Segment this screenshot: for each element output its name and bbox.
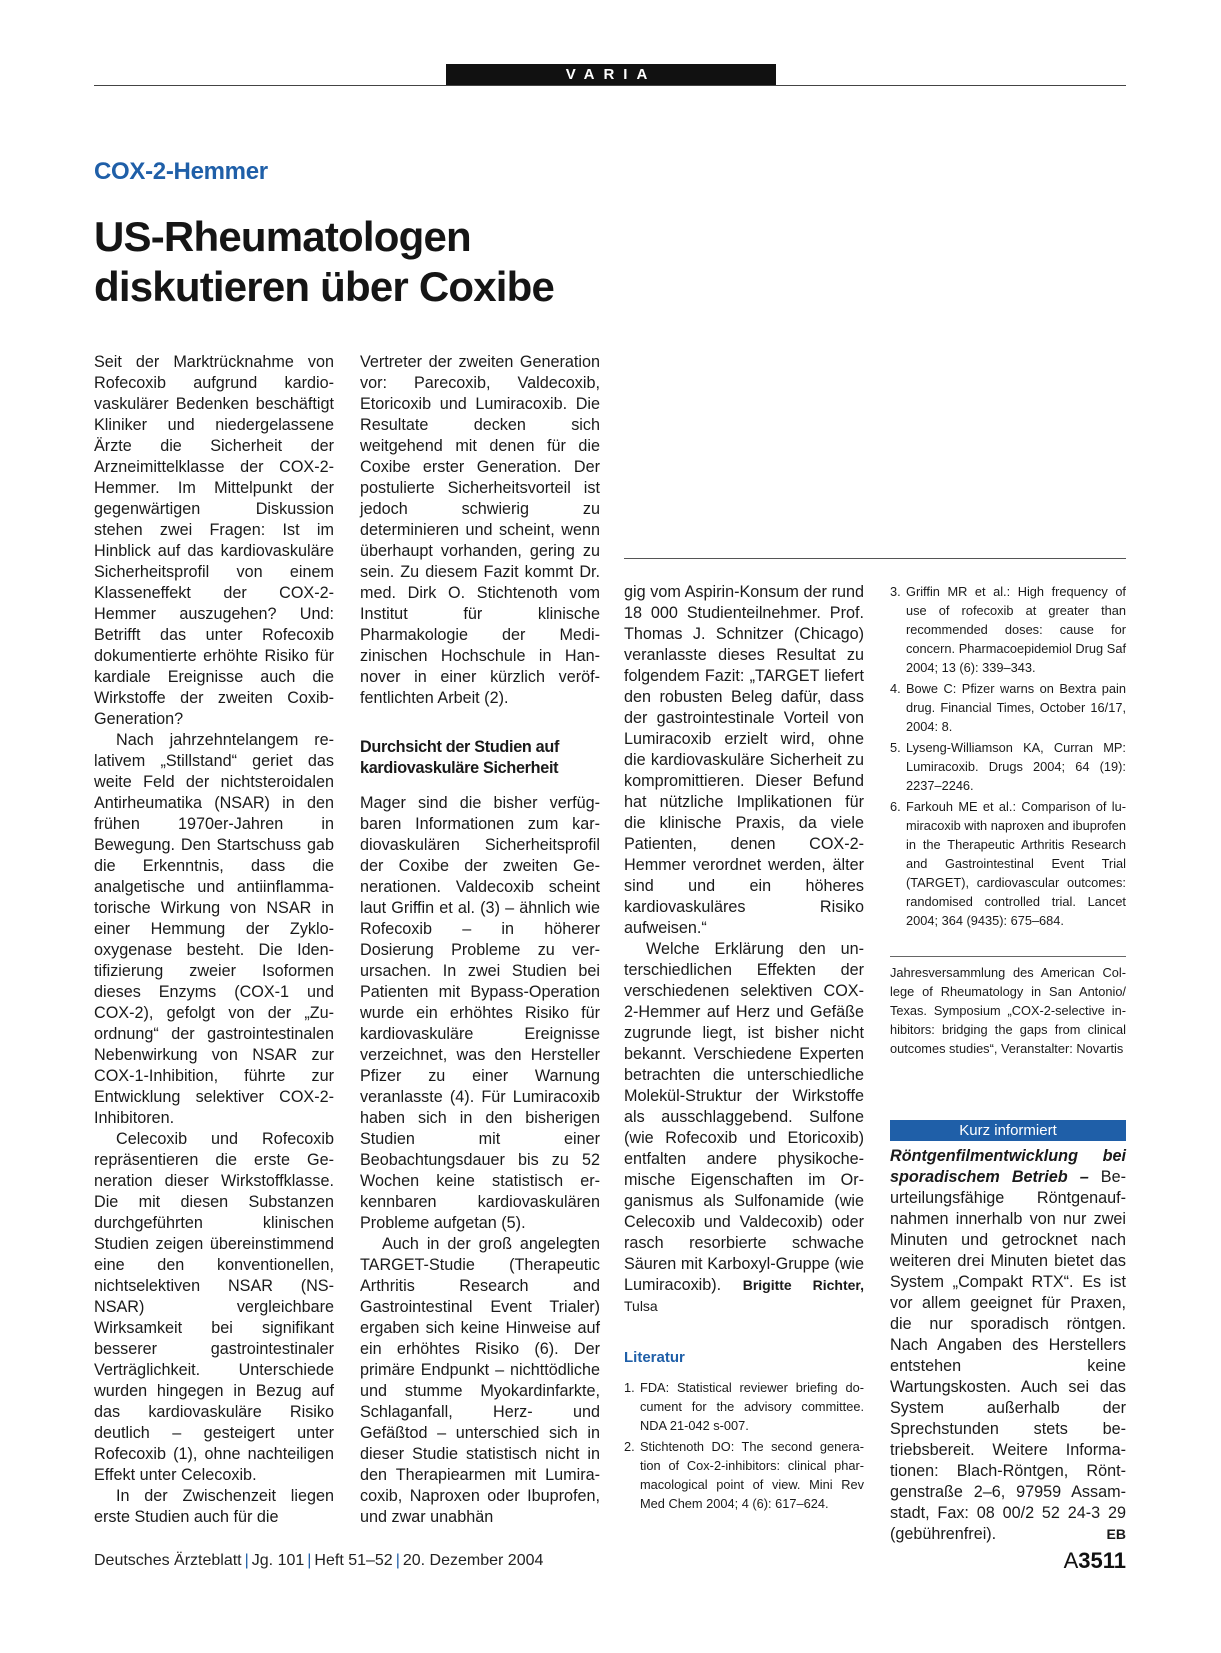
- paragraph: Auch in der groß angelegten TARGET-Studie (Therapeutic Arthritis Research and Gastrointestinal Event Trialer) ergaben sich keine Hinweise auf ein erhöhtes Risiko (6). Der primäre Endpunkt – nichttödliche und stumme Myokardinfarkte, Schlaganfall, Herz- und Gefäßtod – unterschied sich in dieser Studie statistisch nicht in den Therapiearmen mit Lumiracoxib, Naproxen oder Ibuprofen, und zwar unabhän: [360, 1235, 600, 1526]
- author-city: Tulsa: [624, 1298, 658, 1314]
- paragraph: Mager sind die bisher verfügbaren Informationen zum kardiovaskulären Sicherheitsprofil der Coxibe der zweiten Generationen. Valdecoxib scheint laut Griffin et al. (3) – ähnlich wie Rofecoxib – in höherer Dosierung Probleme zu verursachen. In zwei Studien bei Patienten mit Bypass-Operation wurde ein erhöhtes Risiko für kardiovaskuläre Ereignisse verzeichnet, was den Hersteller Pfizer zu einer Warnung veranlasste (4). Für Lumiracoxib haben sich in den bisherigen Studien mit einer Beobachtungsdauer bis zu 52 Wochen keine statistisch erkennbaren kardiovaskulären Probleme aufgetan (5).: [360, 794, 600, 1232]
- reference-item: [890, 797, 1126, 930]
- journal-issue: Heft 51–52: [314, 1552, 393, 1569]
- kurz-informiert-box: [890, 1146, 1126, 1545]
- text-column-4: [890, 582, 1126, 932]
- reference-item: [890, 738, 1126, 795]
- reference-text: Bowe C: Pfizer warns on Bextra pain drug. Financial Times, October 16/17, 2004: 8.: [906, 681, 1126, 734]
- reference-text: Farkouh ME et al.: Comparison of lumiracoxib with naproxen and ibuprofen in the Therapeutic Arthritis Research and Gastrointestinal Event Trial (TARGET), cardiovascular outcomes: randomised controlled trial. Lancet 2004; 364 (9435): 675–684.: [906, 799, 1126, 928]
- paragraph: Seit der Marktrücknahme von Rofecoxib aufgrund kardiovaskulärer Bedenken beschäftigt Kliniker und niedergelassene Ärzte die Sicherheit der Arzneimittelklasse der COX-2-Hemmer. Im Mittelpunkt der gegenwärtigen Diskussion stehen zwei Fragen: Ist im Hinblick auf das kardiovaskuläre Sicherheitsprofil von einem Klasseneffekt der COX-2-Hemmer auszugehen? Und: Betrifft das unter Rofecoxib dokumentierte erhöhte Risiko für kardiale Ereignisse auch die Wirkstoffe der zweiten Coxib-Generation?: [94, 353, 334, 728]
- reference-number: 5.: [890, 740, 901, 755]
- reference-number: 1.: [624, 1380, 635, 1395]
- reference-number: 6.: [890, 799, 901, 814]
- text-column-1: [94, 352, 334, 1528]
- reference-item: [624, 1437, 864, 1513]
- paragraph-text: Welche Erklärung den unterschiedlichen Effekten der verschiedenen selektiven COX-2-Hemmer auf Herz und Gefäße zugrunde liegt, ist bisher nicht bekannt. Verschiedene Experten betrachten die unterschiedliche Molekül-Struktur der Wirkstoffe als ausschlaggebend. Sulfone (wie Rofecoxib und Etoricoxib) entfalten andere physikochemische Eigenschaften im Organismus als Sulfonamide (wie Celecoxib und Valdecoxib) oder rasch resorbierte schwache Säuren mit Karboxyl-Gruppe (wie Lumiracoxib).: [624, 940, 864, 1294]
- footer-separator: |: [395, 1552, 400, 1569]
- reference-list: [624, 1378, 864, 1513]
- reference-item: [890, 582, 1126, 677]
- page-prefix: A: [1063, 1548, 1079, 1573]
- author-name: Brigitte Richter,: [742, 1277, 864, 1293]
- reference-list-continued: [890, 582, 1126, 930]
- paragraph: In der Zwischenzeit liegen erste Studien auch für die: [94, 1487, 334, 1526]
- column-divider-rule: [624, 558, 1126, 559]
- headline-line-1: US-Rheumatologen: [94, 213, 471, 260]
- section-subhead: Durchsicht der Studien auf kardiovaskuläre Sicherheit: [360, 738, 560, 777]
- reference-number: 3.: [890, 584, 901, 599]
- kurz-informiert-label: Kurz informiert: [890, 1120, 1126, 1141]
- page-number: [1064, 1548, 1126, 1574]
- journal-name: Deutsches Ärzteblatt: [94, 1552, 242, 1569]
- article-kicker: COX-2-Hemmer: [94, 158, 268, 185]
- journal-date: 20. Dezember 2004: [402, 1552, 544, 1569]
- reference-number: 2.: [624, 1439, 635, 1454]
- kurz-text: Beurteilungsfähige Röntgenaufnahmen innerhalb von nur zwei Minuten und getrocknet nach weiteren drei Minuten bietet das System „Compakt RTX“. Es ist vor allem geeignet für Praxen, die nur sporadisch röntgen. Nach Angaben des Herstellers entstehen keine Wartungskosten. Auch sei das System außerhalb der Sprechstunden stets betriebsbereit. Weitere Informationen: Blach-Röntgen, Röntgenstraße 2–6, 97959 Assamstadt, Fax: 08 00/2 52 24-3 29 (gebührenfrei).: [890, 1168, 1126, 1543]
- reference-item: [624, 1378, 864, 1435]
- section-label: VARIA: [446, 64, 776, 85]
- text-column-2: [360, 352, 600, 1528]
- page-footer: [94, 1552, 543, 1570]
- paragraph: Celecoxib und Rofecoxib repräsentieren die erste Generation dieser Wirkstoffklasse. Die mit diesen Substanzen durchgeführten klinischen Studien zeigen übereinstimmend eine den konventionellen, nichtselektiven NSAR (NS-NSAR) vergleichbare Wirksamkeit bei signifikant besserer gastrointestinaler Verträglichkeit. Unterschiede wurden hingegen in Bezug auf das kardiovaskuläre Risiko deutlich – gesteigert unter Rofecoxib (1), ohne nachteiligen Effekt unter Celecoxib.: [94, 1130, 334, 1484]
- reference-text: Stichtenoth DO: The second generation of Cox-2-inhibitors: clinical pharmacological point of view. Mini Rev Med Chem 2004; 4 (6): 617–624.: [640, 1439, 864, 1511]
- page-number-value: 3511: [1078, 1548, 1126, 1573]
- event-note: Jahresversammlung des American College of Rheumatology in San Antonio/ Texas. Symposium „COX-2-selective inhibitors: bridging the gaps from clinical outcomes studies“, Veranstalter: Novartis: [890, 956, 1126, 1058]
- reference-text: FDA: Statistical reviewer briefing document for the advisory committee. NDA 21-042 s-007.: [640, 1380, 864, 1433]
- headline-line-2: diskutieren über Coxibe: [94, 263, 555, 310]
- reference-text: Griffin MR et al.: High frequency of use of rofecoxib at greater than recommended doses: cause for concern. Pharmacoepidemiol Drug Saf 2004; 13 (6): 339–343.: [906, 584, 1126, 675]
- article-headline: [94, 212, 794, 312]
- kurz-lead: Röntgenfilmentwicklung bei sporadischem Betrieb –: [890, 1147, 1126, 1186]
- footer-separator: |: [244, 1552, 249, 1569]
- paragraph: [624, 939, 864, 1317]
- kurz-paragraph: [890, 1146, 1126, 1545]
- text-column-3: [624, 582, 864, 1515]
- paragraph: Vertreter der zweiten Generation vor: Parecoxib, Valdecoxib, Etoricoxib und Lumiracoxib. Die Resultate decken sich weitgehend mit denen für die Coxibe erster Generation. Der postulierte Sicherheitsvorteil ist jedoch schwierig zu determinieren und scheint, wenn überhaupt vorhanden, gering zu sein. Zu diesem Fazit kommt Dr. med. Dirk O. Stichtenoth vom Institut für klinische Pharmakologie der Medizinischen Hochschule in Hannover in einer kürzlich veröffentlichten Arbeit (2).: [360, 353, 600, 707]
- paragraph: Nach jahrzehntelangem relativem „Stillstand“ geriet das weite Feld der nichtsteroidalen Antirheumatika (NSAR) in den frühen 1970er-Jahren in Bewegung. Den Startschuss gab die Erkenntnis, dass die analgetische und antiinflammatorische Wirkung von NSAR in einer Hemmung der Zyklooxygenase besteht. Die Identifizierung zweier Isoformen dieses Enzyms (COX-1 und COX-2), gefolgt von der „Zuordnung“ der gastrointestinalen Nebenwirkung von NSAR zur COX-1-Inhibition, führte zur Entwicklung selektiver COX-2-Inhibitoren.: [94, 731, 334, 1127]
- literature-title: Literatur: [624, 1349, 685, 1366]
- kurz-signature: EB: [1106, 1526, 1126, 1542]
- paragraph: gig vom Aspirin-Konsum der rund 18 000 Studienteilnehmer. Prof. Thomas J. Schnitzer (Chicago) veranlasste dieses Resultat zu folgendem Fazit: „TARGET liefert den robusten Beleg dafür, dass der gastrointestinale Vorteil von Lumiracoxib erzielt wird, ohne die kardiovaskuläre Sicherheit zu kompromittieren. Dieser Befund hat nützliche Implikationen für die klinische Praxis, da viele Patienten, denen COX-2-Hemmer verordnet werden, älter sind und ein höheres kardiovaskuläres Risiko aufweisen.“: [624, 583, 864, 937]
- reference-item: [890, 679, 1126, 736]
- footer-separator: |: [307, 1552, 312, 1569]
- journal-volume: Jg. 101: [251, 1552, 305, 1569]
- header-rule: [94, 85, 1126, 86]
- reference-text: Lyseng-Williamson KA, Curran MP: Lumiracoxib. Drugs 2004; 64 (19): 2237–2246.: [906, 740, 1126, 793]
- reference-number: 4.: [890, 681, 901, 696]
